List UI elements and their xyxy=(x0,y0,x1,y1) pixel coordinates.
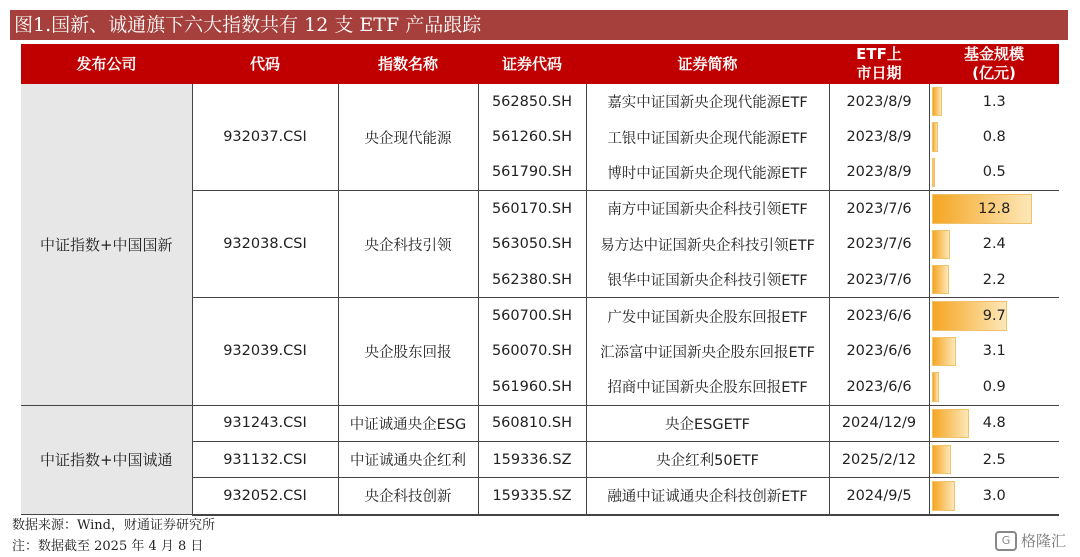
table-row xyxy=(21,405,1059,441)
fund-size-cell xyxy=(929,334,1059,369)
ticker-cell: 563050.SH xyxy=(478,227,586,262)
fund-size-cell xyxy=(929,191,1059,227)
fund-size-value: 4.8 xyxy=(982,415,1006,432)
fund-size-value: 0.8 xyxy=(982,129,1006,146)
listing-date-cell: 2024/12/9 xyxy=(829,405,929,441)
ticker-cell: 560700.SH xyxy=(478,298,586,334)
header-company: 发布公司 xyxy=(21,44,192,84)
index-name-cell: 央企科技创新 xyxy=(338,478,478,515)
index-name-cell: 央企科技引领 xyxy=(338,191,478,298)
index-code-cell: 931243.CSI xyxy=(192,405,338,441)
fund-size-cell xyxy=(929,262,1059,298)
ticker-cell: 562380.SH xyxy=(478,262,586,298)
figure-title: 图1.国新、诚通旗下六大指数共有 12 支 ETF 产品跟踪 xyxy=(10,10,1068,40)
table-row xyxy=(21,84,1059,119)
listing-date-cell: 2024/9/5 xyxy=(829,478,929,515)
fund-name-cell: 融通中证诚通央企科技创新ETF xyxy=(586,478,829,515)
listing-date-cell: 2023/7/6 xyxy=(829,191,929,227)
fund-size-value: 2.5 xyxy=(982,451,1006,468)
index-code-cell: 932039.CSI xyxy=(192,298,338,405)
watermark-text: 格隆汇 xyxy=(1020,531,1066,550)
header-date xyxy=(829,44,929,84)
fund-name-cell: 嘉实中证国新央企现代能源ETF xyxy=(586,84,829,119)
fund-name-cell: 易方达中证国新央企科技引领ETF xyxy=(586,227,829,262)
listing-date-cell: 2023/6/6 xyxy=(829,369,929,405)
date-note: 注：数据截至 2025 年 4 月 8 日 xyxy=(12,539,204,554)
fund-size-value: 0.9 xyxy=(982,378,1006,395)
fund-name-cell: 博时中证国新央企现代能源ETF xyxy=(586,155,829,191)
header-index-name: 指数名称 xyxy=(338,44,478,84)
fund-size-value: 12.8 xyxy=(978,200,1011,217)
fund-name-cell: 南方中证国新央企科技引领ETF xyxy=(586,191,829,227)
ticker-cell: 561790.SH xyxy=(478,155,586,191)
watermark-icon: G xyxy=(995,531,1017,551)
listing-date-cell: 2023/7/6 xyxy=(829,262,929,298)
ticker-cell: 159336.SZ xyxy=(478,441,586,477)
fund-size-cell xyxy=(929,441,1059,477)
fund-size-cell xyxy=(929,405,1059,441)
fund-name-cell: 招商中证国新央企股东回报ETF xyxy=(586,369,829,405)
fund-name-cell: 汇添富中证国新央企股东回报ETF xyxy=(586,334,829,369)
index-name-cell: 央企现代能源 xyxy=(338,84,478,191)
header-ticker: 证券代码 xyxy=(478,44,586,84)
fund-size-value: 2.2 xyxy=(982,271,1006,288)
listing-date-cell: 2025/2/12 xyxy=(829,441,929,477)
fund-size-cell xyxy=(929,227,1059,262)
watermark xyxy=(995,530,1066,552)
ticker-cell: 561260.SH xyxy=(478,119,586,154)
index-code-cell: 932052.CSI xyxy=(192,478,338,515)
fund-size-cell xyxy=(929,84,1059,119)
listing-date-cell: 2023/8/9 xyxy=(829,119,929,154)
fund-size-value: 2.4 xyxy=(982,236,1006,253)
fund-size-cell xyxy=(929,298,1059,334)
header-date-label: ETF上市日期 xyxy=(856,45,902,82)
listing-date-cell: 2023/8/9 xyxy=(829,84,929,119)
fund-name-cell: 央企红利50ETF xyxy=(586,441,829,477)
fund-size-cell xyxy=(929,119,1059,154)
fund-name-cell: 央企ESGETF xyxy=(586,405,829,441)
listing-date-cell: 2023/6/6 xyxy=(829,334,929,369)
ticker-cell: 561960.SH xyxy=(478,369,586,405)
ticker-cell: 560810.SH xyxy=(478,405,586,441)
header-fund-name: 证券简称 xyxy=(586,44,829,84)
table-header-row xyxy=(21,44,1059,84)
source-note: 数据来源：Wind，财通证券研究所 xyxy=(12,518,215,533)
fund-size-value: 3.1 xyxy=(982,343,1006,360)
index-name-cell: 中证诚通央企红利 xyxy=(338,441,478,477)
ticker-cell: 560170.SH xyxy=(478,191,586,227)
fund-size-value: 3.0 xyxy=(982,487,1006,504)
company-cell: 中证指数+中国诚通 xyxy=(21,405,192,515)
ticker-cell: 562850.SH xyxy=(478,84,586,119)
ticker-cell: 560070.SH xyxy=(478,334,586,369)
fund-name-cell: 工银中证国新央企现代能源ETF xyxy=(586,119,829,154)
fund-size-value: 1.3 xyxy=(982,93,1006,110)
fund-size-cell xyxy=(929,155,1059,191)
index-code-cell: 932038.CSI xyxy=(192,191,338,298)
index-code-cell: 931132.CSI xyxy=(192,441,338,477)
fund-size-value: 9.7 xyxy=(982,308,1006,325)
header-code: 代码 xyxy=(192,44,338,84)
listing-date-cell: 2023/8/9 xyxy=(829,155,929,191)
company-cell: 中证指数+中国国新 xyxy=(21,84,192,405)
index-name-cell: 央企股东回报 xyxy=(338,298,478,405)
header-size xyxy=(929,44,1059,84)
ticker-cell: 159335.SZ xyxy=(478,478,586,515)
fund-size-value: 0.5 xyxy=(982,164,1006,181)
index-name-cell: 中证诚通央企ESG xyxy=(338,405,478,441)
index-code-cell: 932037.CSI xyxy=(192,84,338,191)
listing-date-cell: 2023/7/6 xyxy=(829,227,929,262)
etf-table xyxy=(21,44,1059,516)
fund-size-cell xyxy=(929,369,1059,405)
fund-size-cell xyxy=(929,478,1059,515)
fund-name-cell: 银华中证国新央企科技引领ETF xyxy=(586,262,829,298)
header-size-label: 基金规模(亿元) xyxy=(963,45,1024,82)
listing-date-cell: 2023/6/6 xyxy=(829,298,929,334)
fund-name-cell: 广发中证国新央企股东回报ETF xyxy=(586,298,829,334)
